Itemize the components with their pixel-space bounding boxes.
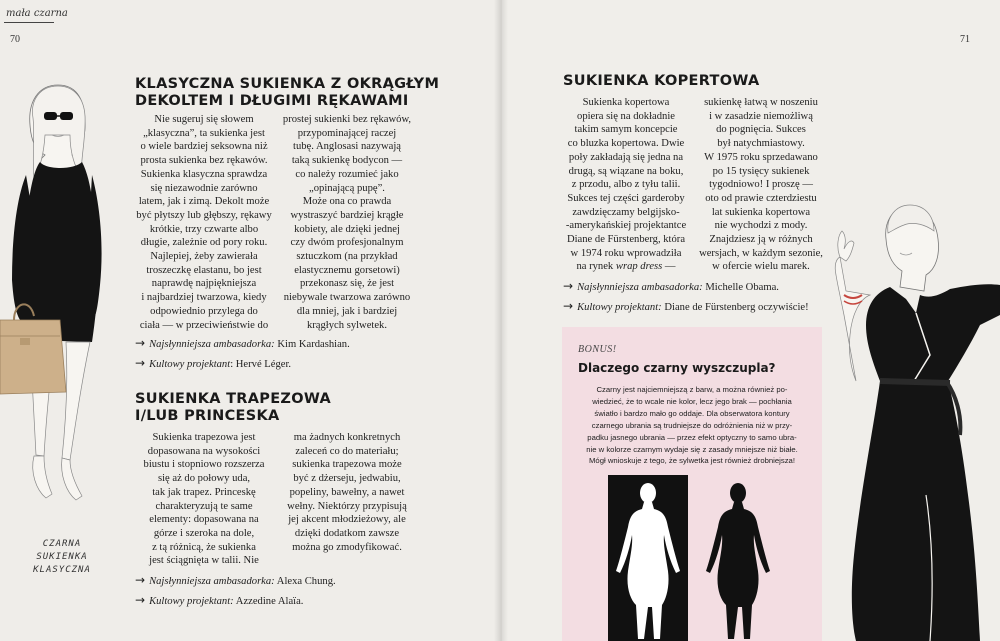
text-line: oto od prawie czterdziestu	[705, 192, 817, 204]
text-line: Sukienka klasyczna sprawdza	[140, 168, 268, 180]
text-line: Diane de Fürstenberg, która	[566, 234, 686, 246]
text-line: jej akcent młodzieżowy, ale	[288, 514, 406, 526]
text-line: poły zakładają się jedna na	[568, 151, 684, 163]
text-line: lat sukienka kopertowa	[711, 206, 811, 218]
text-line: takim samym koncepcie	[574, 124, 678, 136]
text-line: nie wychodzi z mody.	[714, 220, 808, 232]
caption-line: SUKIENKA	[36, 552, 88, 562]
text-line: Najlepiej, żeby zawierała	[150, 251, 258, 263]
text-line: odpowiednio przylega do	[150, 305, 258, 317]
text-line: przekonasz się, że jest	[299, 278, 395, 290]
section-title-trapeze	[135, 391, 331, 425]
wrap-text-col1	[558, 96, 694, 274]
classic-text-col2	[278, 113, 416, 332]
text-line: jest ściągnięta w talii. Nie	[149, 555, 259, 567]
text-line: tygodniowo! I proszę —	[709, 179, 813, 191]
text-line: można go zmodyfikować.	[292, 541, 402, 553]
designer-value: Azzedine Alaïa.	[235, 596, 304, 607]
text-line: co należy rozumieć jako	[295, 168, 399, 180]
text-fragment: na rynek	[576, 261, 616, 273]
arrow-right-icon: →	[563, 299, 574, 313]
text-line: biustu i stopniowo rozszerza	[143, 459, 265, 471]
text-line: po 15 tysięcy sukienek	[712, 165, 810, 177]
wrap-designer	[563, 299, 809, 315]
caption-line: CZARNA	[42, 539, 82, 549]
text-line: wełny. Niektórzy przypisują	[287, 500, 407, 512]
text-line: nie w kolorze czarnym wydaje się z zasady mniejsze niż białe.	[586, 444, 798, 454]
text-line: ma żadnych konkretnych	[293, 432, 401, 443]
text-line: co bluzka kopertowa. Dwie	[567, 138, 685, 150]
text-line: popeliny, bawełny, a nawet	[289, 486, 405, 498]
text-line: krótkie, trzy czwarte albo	[149, 223, 259, 235]
classic-dress-illustration	[0, 80, 120, 520]
ambassador-label: Najsłynniejsza ambasadorka:	[149, 339, 275, 350]
text-line: górze i szeroka na dole,	[153, 527, 255, 539]
illustration-caption	[22, 538, 102, 577]
classic-text-col1	[135, 113, 273, 332]
text-line: być płytszy lub głębszy, rękawy	[136, 209, 272, 221]
text-line: w ofercie wielu marek.	[712, 261, 810, 273]
trapeze-ambassador	[135, 573, 336, 589]
text-line: elastycznemu gorsetowi)	[294, 264, 400, 276]
caption-line: KLASYCZNA	[33, 565, 91, 575]
bonus-title: Dlaczego czarny wyszczupla?	[578, 361, 776, 375]
text-line: Znajdziesz ją w różnych	[709, 234, 813, 246]
ambassador-value: Michelle Obama.	[705, 282, 779, 293]
arrow-right-icon: →	[563, 279, 574, 293]
trapeze-designer	[135, 593, 303, 609]
text-line: i najbardziej twarzowa, kiedy	[141, 292, 267, 304]
text-line: Sukienka kopertowa	[582, 97, 670, 108]
designer-label: Kultowy projektant:	[149, 596, 234, 607]
text-line: naprawdę najpiękniejsza	[151, 278, 257, 290]
text-line: Sukces tej części garderoby	[567, 192, 685, 204]
running-title-rule	[4, 22, 54, 23]
text-line: wersjach, w każdym sezonie,	[699, 247, 823, 259]
text-line: W 1975 roku sprzedawano	[704, 151, 818, 163]
bonus-text	[578, 384, 806, 467]
classic-designer	[135, 356, 291, 372]
text-line: „opinającą pupę”.	[309, 182, 385, 194]
text-line: tak jak trapez. Princeskę	[152, 486, 256, 498]
trapeze-text-col1	[135, 431, 273, 568]
text-line: światło i bardzo mało go oddaje. Dla obserwatora kontury	[594, 408, 790, 418]
arrow-right-icon: →	[135, 593, 146, 607]
designer-value: : Hervé Léger.	[230, 359, 292, 370]
text-line: się niezawodnie zarówno	[150, 182, 258, 194]
text-line: ciała — w przeciwieństwie do	[139, 319, 269, 331]
page-number-left: 70	[10, 34, 20, 45]
text-line: się aż do połowy uda,	[157, 473, 251, 485]
text-line: krągłych sylwetek.	[306, 319, 388, 331]
text-line: o wiele bardziej seksowna niż	[140, 141, 268, 153]
designer-value: Diane de Fürstenberg oczywiście!	[664, 302, 809, 313]
text-line: sukienka trapezowa może	[292, 459, 402, 471]
text-line: taką sukienkę bodycon —	[291, 155, 403, 167]
text-line: drugą, są wiązane na boku,	[568, 165, 684, 177]
text-line: „klasyczna”, ta sukienka jest	[143, 127, 265, 139]
ambassador-label: Najsłynniejsza ambasadorka:	[149, 576, 275, 587]
ambassador-label: Najsłynniejsza ambasadorka:	[577, 282, 703, 293]
text-fragment: —	[662, 261, 676, 273]
text-line: przypominającej raczej	[297, 127, 397, 139]
running-title: mała czarna	[6, 8, 68, 19]
black-silhouette	[706, 483, 770, 639]
bonus-label: BONUS!	[578, 344, 617, 355]
text-line	[558, 260, 694, 274]
section-title-classic	[135, 76, 439, 110]
text-line: sztuczkom (na przykład	[296, 251, 398, 263]
text-line: i w zasadzie niemożliwą	[709, 110, 813, 122]
title-line: SUKIENKA TRAPEZOWA	[135, 391, 332, 407]
text-line: Nie sugeruj się słowem	[154, 114, 254, 125]
text-line: sukienkę łatwą w noszeniu	[704, 97, 818, 108]
text-line: z tą różnicą, że sukienka	[152, 541, 256, 553]
text-line: zawdzięczamy belgijsko-	[572, 206, 680, 218]
designer-label: Kultowy projektant	[149, 359, 231, 370]
text-line: charakteryzują te same	[155, 500, 253, 512]
text-line: troszeczkę elastanu, bo jest	[146, 264, 262, 276]
text-line: do pognięcia. Sukces	[716, 124, 806, 136]
title-line: I/LUB PRINCESKA	[135, 408, 280, 424]
text-line: być z dżerseju, jedwabiu,	[293, 473, 401, 485]
text-line: prostej sukienki bez rękawów,	[282, 114, 412, 125]
silhouettes-illustration	[608, 475, 784, 641]
section-title-wrap: SUKIENKA KOPERTOWA	[563, 73, 760, 89]
text-line: Czarny jest najciemniejszą z barw, a można również po-	[596, 385, 788, 394]
text-line: długie, zależnie od pory roku.	[140, 237, 268, 249]
ambassador-value: Kim Kardashian.	[277, 339, 350, 350]
text-line: -amerykańskiej projektantce	[565, 220, 687, 232]
title-line: DEKOLTEM I DŁUGIMI RĘKAWAMI	[135, 93, 409, 109]
text-line: niebywale twarzowa zarówno	[283, 292, 411, 304]
text-line: w 1974 roku wprowadziła	[570, 247, 682, 259]
text-line: zaleceń co do materiału;	[295, 445, 399, 457]
wrap-text-col2	[694, 96, 828, 274]
ambassador-value: Alexa Chung.	[276, 576, 336, 587]
text-line: z przodu, albo z tyłu talii.	[571, 179, 681, 191]
page-number-right: 71	[960, 34, 970, 45]
text-line: padku jasnego ubrania — przez efekt optyczny to samo ubra-	[587, 432, 797, 442]
designer-label: Kultowy projektant:	[577, 302, 662, 313]
page-gutter	[494, 0, 508, 641]
text-line: Może ona co prawda	[302, 196, 392, 208]
arrow-right-icon: →	[135, 573, 146, 587]
text-line: prosta sukienka bez rękawów.	[140, 155, 268, 167]
text-line: kobiety, ale dzięki jednej	[294, 223, 400, 235]
text-line: opiera się na dokładnie	[577, 110, 675, 122]
text-line: czy dwóm profesjonalnym	[290, 237, 404, 249]
wrap-dress-illustration	[830, 195, 1000, 641]
text-fragment-italic: wrap dress	[615, 261, 663, 273]
text-line: dzięki dodatkom zawsze	[294, 527, 400, 539]
title-line: KLASYCZNA SUKIENKA Z OKRĄGŁYM	[135, 76, 440, 92]
arrow-right-icon: →	[135, 356, 146, 370]
text-line: wystraszyć bardziej krągłe	[290, 209, 404, 221]
text-line: Sukienka trapezowa jest	[152, 432, 256, 443]
text-line: elementy: dopasowana na	[149, 514, 259, 526]
trapeze-text-col2	[278, 431, 416, 554]
bonus-box	[562, 327, 822, 641]
wrap-ambassador	[563, 279, 779, 295]
text-line: był natychmiastowy.	[717, 138, 805, 150]
arrow-right-icon: →	[135, 336, 146, 350]
text-line: Mógł wnioskuje z tego, że sylwetka jest również drobniejsza!	[589, 456, 795, 466]
classic-ambassador	[135, 336, 350, 352]
text-line: latem, jak i zimą. Dekolt może	[138, 196, 270, 208]
text-line: dla mniej, jak i bardziej	[296, 305, 398, 317]
text-line: czarnego ubrania są trudniejsze do odróżnienia niż w przy-	[591, 420, 793, 430]
text-line: tubę. Anglosasi nazywają	[293, 141, 401, 153]
text-line: wiedzieć, że to wcale nie kolor, lecz jego brak — pochłania	[592, 396, 792, 406]
text-line: dopasowana na wysokości	[147, 445, 261, 457]
